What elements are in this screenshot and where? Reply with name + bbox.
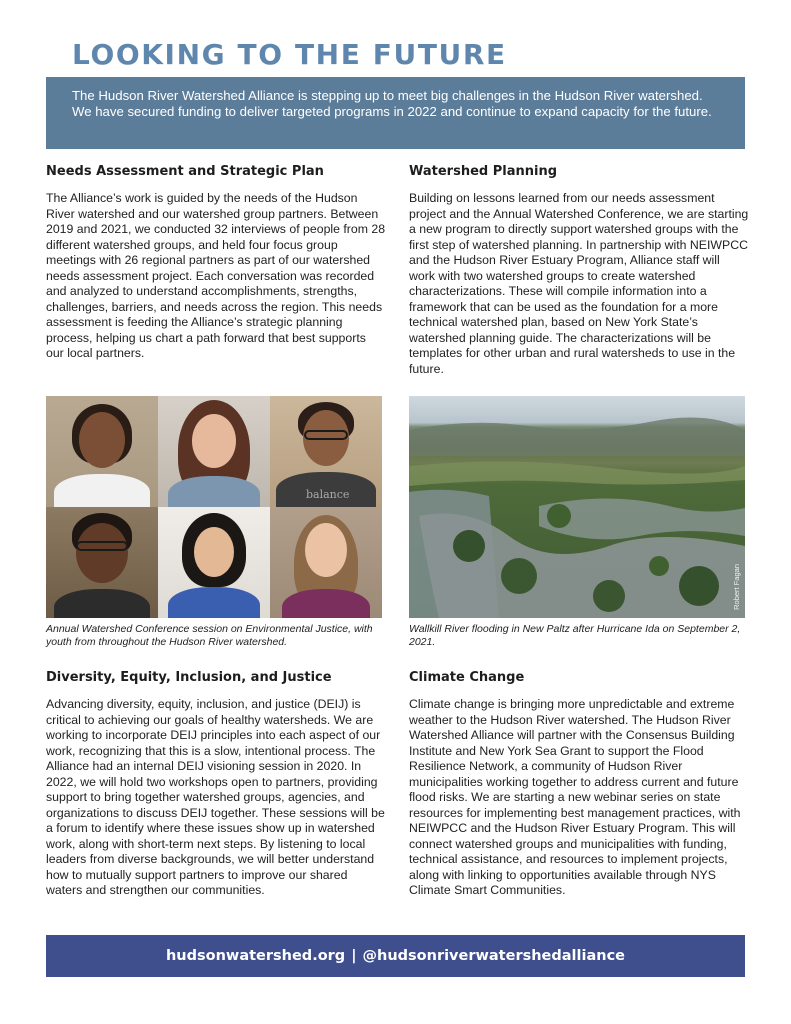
social-handle-link[interactable]: @hudsonriverwatershedalliance bbox=[362, 948, 625, 964]
section-heading: Climate Change bbox=[409, 670, 525, 685]
section-needs-assessment bbox=[46, 164, 386, 362]
participant-tile bbox=[158, 396, 270, 507]
footer-separator: | bbox=[351, 948, 357, 964]
participant-tile bbox=[46, 507, 158, 618]
intro-banner bbox=[46, 77, 745, 149]
section-body: Advancing diversity, equity, inclusion, and justice (DEIJ) is critical to achieving our goals of healthy watersheds. We are working to incorporate DEIJ principles into each aspect of our work, recognizing that this is a slow, intentional process. The Alliance had an internal DEIJ visioning session in 2020. In 2022, we will hold two workshops open to partners, providing support to bring together watershed groups, agencies, and organizations to discuss DEIJ together. These sessions will be a forum to identify where these issues show up in watershed work, along with short-term next steps. By listening to local leaders from diverse backgrounds, we will better understand how to mutually support partners to improve our shared waters and strengthen our communities. bbox=[46, 697, 385, 897]
flood-photo bbox=[409, 396, 745, 618]
section-climate-change bbox=[409, 670, 749, 899]
section-heading: Watershed Planning bbox=[409, 164, 558, 179]
section-body: Climate change is bringing more unpredictable and extreme weather to the Hudson River watershed. The Hudson River Watershed Alliance will partner with the Consensus Building Institute and New York Sea Grant to support the Flood Resilience Network, a community of Hudson River municipalities working together to address current and future flood risks. We are starting a new webinar series on state resources for implementing best management practices, with NEIWPCC and the Hudson River Estuary Program. This will connect watershed groups and municipalities with funding, technical assistance, and resources to implement projects, along with linking to opportunities available through NYS Climate Smart Communities. bbox=[409, 697, 741, 897]
section-heading: Needs Assessment and Strategic Plan bbox=[46, 164, 324, 179]
photo-credit: Robert Fagan bbox=[732, 564, 741, 610]
section-body: The Alliance’s work is guided by the needs of the Hudson River watershed and our watershed group partners. Between 2019 and 2021, we conducted 32 interviews of people from 28 different watershed groups, and held four focus group meetings with 26 regional partners as part of our watershed needs assessment project. Each conversation was recorded and analyzed to understand accomplishments, strengths, challenges, barriers, and needs across the region. This needs assessment is feeding the Alliance’s strategic planning process, helping us chart a path forward that best supports our local partners. bbox=[46, 191, 386, 360]
section-watershed-planning bbox=[409, 164, 749, 377]
section-heading: Diversity, Equity, Inclusion, and Justice bbox=[46, 670, 332, 685]
conference-photo bbox=[46, 396, 382, 618]
flood-caption: Wallkill River flooding in New Paltz after Hurricane Ida on September 2, 2021. bbox=[409, 623, 741, 648]
section-deij bbox=[46, 670, 386, 899]
participant-tile bbox=[270, 507, 382, 618]
conference-caption: Annual Watershed Conference session on Environmental Justice, with youth from throughout the Hudson River watershed. bbox=[46, 623, 373, 648]
participant-tile bbox=[158, 507, 270, 618]
shirt-text: balance bbox=[306, 488, 350, 501]
intro-text: The Hudson River Watershed Alliance is stepping up to meet big challenges in the Hudson River watershed. We have secured funding to deliver targeted programs in 2022 and continue to expand capacity for the future. bbox=[72, 88, 712, 119]
flood-landscape bbox=[409, 396, 745, 618]
footer-bar bbox=[46, 935, 745, 977]
page-title: LOOKING TO THE FUTURE bbox=[72, 38, 507, 71]
participant-tile bbox=[46, 396, 158, 507]
section-body: Building on lessons learned from our needs assessment project and the Annual Watershed Conference, we are starting a new program to directly support watershed groups with the first step of watershed planning. In partnership with NEIWPCC and the Hudson River Estuary Program, Alliance staff will work with two watershed groups to create watershed characterizations. These will compile information into a framework that can be used as the foundation for a more technical watershed plan, based on New York State’s watershed planning guide. The characterizations will be templates for other urban and rural watersheds to use in the future. bbox=[409, 191, 749, 376]
participant-tile bbox=[270, 396, 382, 507]
website-link[interactable]: hudsonwatershed.org bbox=[165, 948, 346, 964]
